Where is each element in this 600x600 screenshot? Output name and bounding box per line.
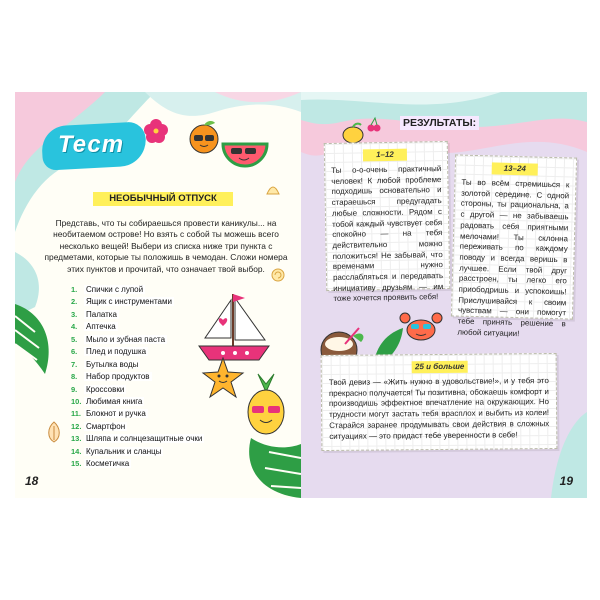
list-item: [71, 446, 204, 458]
result-range-1: 1–12: [363, 149, 407, 162]
list-item: [71, 284, 204, 296]
watermelon-icon: [221, 140, 269, 174]
list-item-number: 12.: [71, 421, 82, 431]
list-item-text: Набор продуктов: [86, 372, 150, 382]
list-item: [71, 396, 204, 408]
monstera-leaf-icon: [15, 304, 55, 374]
list-item-number: 6.: [71, 347, 78, 357]
list-item-number: 15.: [71, 459, 82, 469]
list-item: [71, 346, 204, 358]
list-item: [71, 296, 204, 308]
right-page: [301, 92, 587, 498]
list-item: [71, 321, 204, 333]
list-item-number: 10.: [71, 396, 82, 406]
list-item-text: Спички с лупой: [86, 285, 144, 294]
page-number-left: 18: [25, 474, 39, 488]
item-list: [71, 284, 204, 471]
list-item-number: 4.: [71, 322, 78, 332]
crab-icon: [399, 310, 443, 344]
page-number-right: 19: [559, 474, 573, 488]
lemon-icon: [341, 124, 365, 144]
list-item: [71, 421, 204, 433]
list-item-text: Палатка: [86, 309, 117, 319]
seashell-icon: [45, 420, 63, 444]
list-item-text: Смартфон: [86, 421, 126, 431]
list-item-number: 3.: [71, 309, 78, 319]
list-item-number: 7.: [71, 359, 78, 369]
list-item-number: 2.: [71, 297, 78, 307]
list-item-text: Любимая книга: [86, 396, 143, 406]
book-spread: [15, 92, 587, 498]
list-item: [71, 334, 204, 346]
hibiscus-icon: [143, 118, 169, 144]
list-item-number: 5.: [71, 334, 78, 344]
list-item-text: Ящик с инструментами: [86, 297, 172, 307]
list-item-text: Мыло и зубная паста: [86, 334, 166, 344]
result-card-1: [324, 141, 451, 304]
list-item: [71, 408, 204, 420]
list-item-text: Косметичка: [86, 459, 130, 469]
list-item-number: 13.: [71, 434, 82, 444]
result-range-2: 13–24: [492, 162, 538, 175]
left-page: [15, 92, 301, 498]
result-range-3: 25 и больше: [412, 361, 468, 373]
seashell-icon: [265, 182, 281, 196]
list-item: [71, 371, 204, 383]
orange-sunglasses-icon: [187, 120, 221, 154]
result-card-3: [321, 353, 558, 451]
result-card-2: [451, 154, 577, 339]
result-text-3: Твой девиз — «Жить нужно в удовольствие!», и у тебя это прекрасно получается! Ты позитивна, обожаешь комфорт и производишь эффектное впечатление на окружающих. Но трудности могут застать тебя врасплох и выбить из колеи! Старайся заранее продумывать свои действия в сложных ситуациях — это придаст тебе уверенности в себе!: [328, 376, 550, 441]
monstera-leaf-icon: [241, 428, 301, 498]
list-item: [71, 384, 204, 396]
list-item-text: Шляпа и солнцезащитные очки: [86, 434, 203, 444]
results-title: РЕЗУЛЬТАТЫ:: [400, 116, 479, 130]
list-item-text: Кроссовки: [86, 384, 125, 394]
list-item-text: Бутылка воды: [86, 359, 139, 369]
list-item-text: Аптечка: [86, 322, 116, 332]
result-text-2: Ты во всём стремишься к золотой середине. С одной стороны, ты рациональна, а с другой — не забываешь радовать себя приятными мелочами! Ты склонна переживать по каждому поводу и всегда веришь в лучшее. Если твой друг расстроен, ты легко его приободришь и успокоишь! Прислушивайся к своим чувствам — они помогут тебе принять решение в любой ситуации!: [457, 177, 570, 339]
list-item-number: 11.: [71, 409, 82, 419]
result-text-1: Ты о-о-очень практичный человек! К любой проблеме подходишь основательно и стараешься предугадать любые сложности. Рядом с тобой каждый чувствует себя спокойно — на тебя действительно можно положиться! Не забывай, что временами нужно расслабляться и передавать инициативу друзьям — им тоже хочется проявить себя!: [331, 164, 444, 304]
list-item-text: Купальник и сланцы: [86, 446, 162, 456]
cherry-icon: [367, 118, 381, 132]
list-item: [71, 458, 204, 470]
list-item: [71, 309, 204, 321]
list-item-number: 1.: [71, 285, 78, 294]
list-item-text: Плед и подушка: [86, 347, 147, 357]
test-subtitle: НЕОБЫЧНЫЙ ОТПУСК: [93, 192, 233, 206]
list-item-number: 9.: [71, 384, 78, 394]
pineapple-icon: [243, 372, 289, 436]
intro-text: Представь, что ты собираешься провести каникулы... на необитаемом острове! Но взять с собой ты можешь всего несколько вещей! Выбери из списка ниже три пункта с предметами, которые ты положишь в чемодан. Сложи номера этих пунктов и прочитай, что означает твой выбор.: [44, 218, 288, 274]
list-item-text: Блокнот и ручка: [86, 409, 146, 419]
seashell-icon: [271, 268, 285, 282]
list-item-number: 14.: [71, 446, 82, 456]
page-title: Тест: [58, 131, 125, 158]
starfish-icon: [201, 356, 245, 400]
list-item-number: 8.: [71, 372, 78, 382]
list-item: [71, 359, 204, 371]
list-item: [71, 433, 204, 445]
